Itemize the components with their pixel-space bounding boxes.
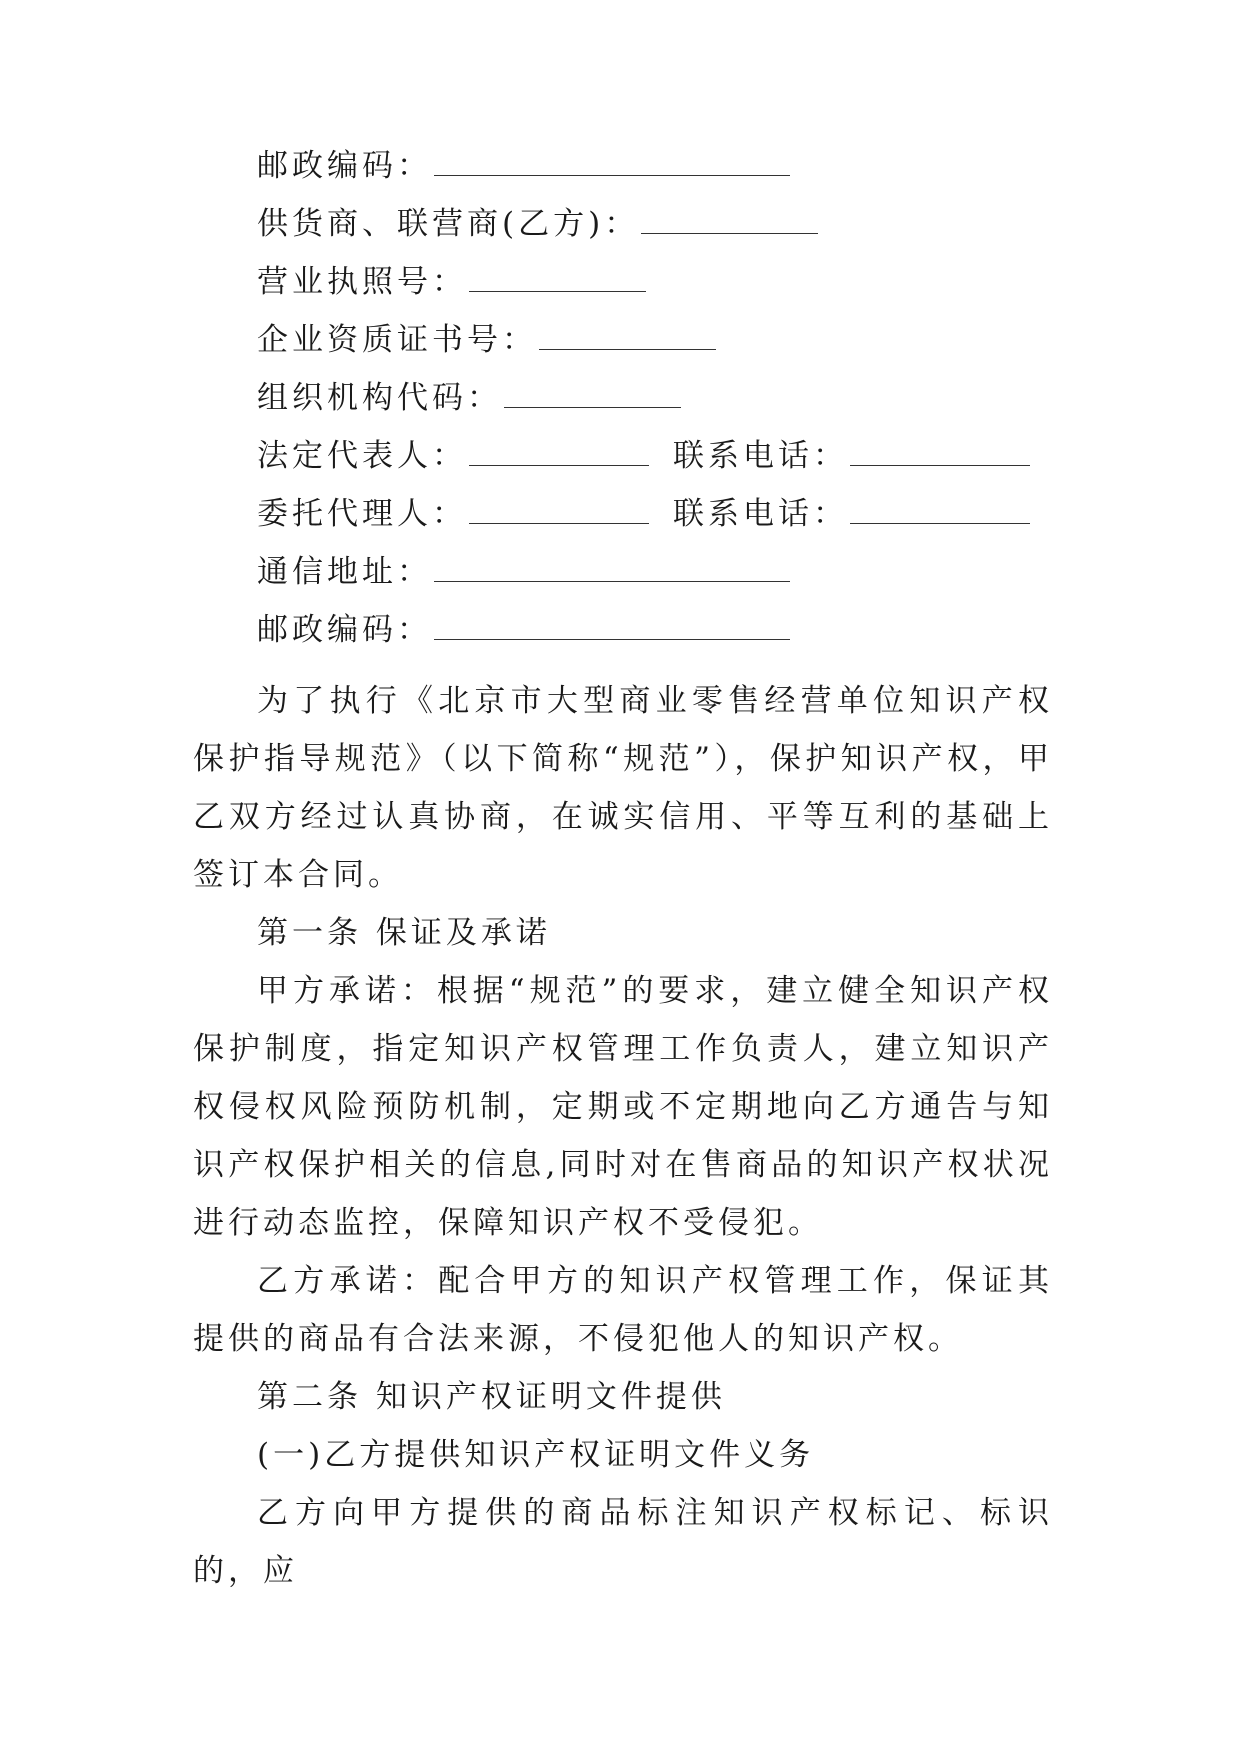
- legal-rep-blank[interactable]: [469, 439, 649, 466]
- business-license-label: 营业执照号：: [257, 264, 467, 300]
- org-code-label: 组织机构代码：: [257, 380, 502, 416]
- article1-party-b: 乙方承诺：配合甲方的知识产权管理工作，保证其提供的商品有合法来源，不侵犯他人的知识产权。: [193, 1263, 1053, 1357]
- preamble-paragraph: 为了执行《北京市大型商业零售经营单位知识产权保护指导规范》（以下简称“规范”），保护知识产权，甲乙双方经过认真协商，在诚实信用、平等互利的基础上签订本合同。: [193, 683, 1053, 893]
- legal-rep-field: [257, 436, 649, 476]
- agent-phone-blank[interactable]: [850, 497, 1030, 524]
- article2-sub1: (一)乙方提供知识产权证明文件义务: [257, 1437, 815, 1473]
- article1-heading: 第一条 保证及承诺: [257, 915, 551, 951]
- address-label: 通信地址：: [257, 554, 432, 590]
- legal-rep-phone-field: [673, 436, 1030, 476]
- business-license-blank[interactable]: [469, 265, 646, 292]
- supplier-label: 供货商、联营商(乙方)：: [257, 206, 640, 242]
- article2-text: 乙方向甲方提供的商品标注知识产权标记、标识的，应: [193, 1495, 1053, 1589]
- agent-label: 委托代理人：: [257, 496, 467, 532]
- agent-field: [257, 494, 649, 534]
- postal-code-blank[interactable]: [434, 149, 790, 176]
- postal-code2-label: 邮政编码：: [257, 612, 432, 648]
- qualification-label: 企业资质证书号：: [257, 322, 537, 358]
- article1-party-a: 甲方承诺：根据“规范”的要求，建立健全知识产权保护制度，指定知识产权管理工作负责人，建立知识产权侵权风险预防机制，定期或不定期地向乙方通告与知识产权保护相关的信息,同时对在售商品的知识产权状况进行动态监控，保障知识产权不受侵犯。: [193, 973, 1053, 1241]
- agent-blank[interactable]: [469, 497, 649, 524]
- supplier-blank[interactable]: [641, 207, 818, 234]
- qualification-field: [257, 320, 716, 360]
- address-field: [257, 552, 790, 592]
- legal-rep-phone-blank[interactable]: [850, 439, 1030, 466]
- postal-code-label: 邮政编码：: [257, 148, 432, 184]
- legal-rep-label: 法定代表人：: [257, 438, 467, 474]
- agent-phone-field: [673, 494, 1030, 534]
- org-code-blank[interactable]: [504, 381, 681, 408]
- legal-rep-phone-label: 联系电话：: [673, 438, 848, 474]
- org-code-field: [257, 378, 681, 418]
- business-license-field: [257, 262, 646, 302]
- postal-code-field: [257, 146, 790, 186]
- postal-code2-blank[interactable]: [434, 613, 790, 640]
- article2-heading: 第二条 知识产权证明文件提供: [257, 1379, 726, 1415]
- postal-code2-field: [257, 610, 790, 650]
- qualification-blank[interactable]: [539, 323, 716, 350]
- address-blank[interactable]: [434, 555, 790, 582]
- supplier-field: [257, 204, 818, 244]
- agent-phone-label: 联系电话：: [673, 496, 848, 532]
